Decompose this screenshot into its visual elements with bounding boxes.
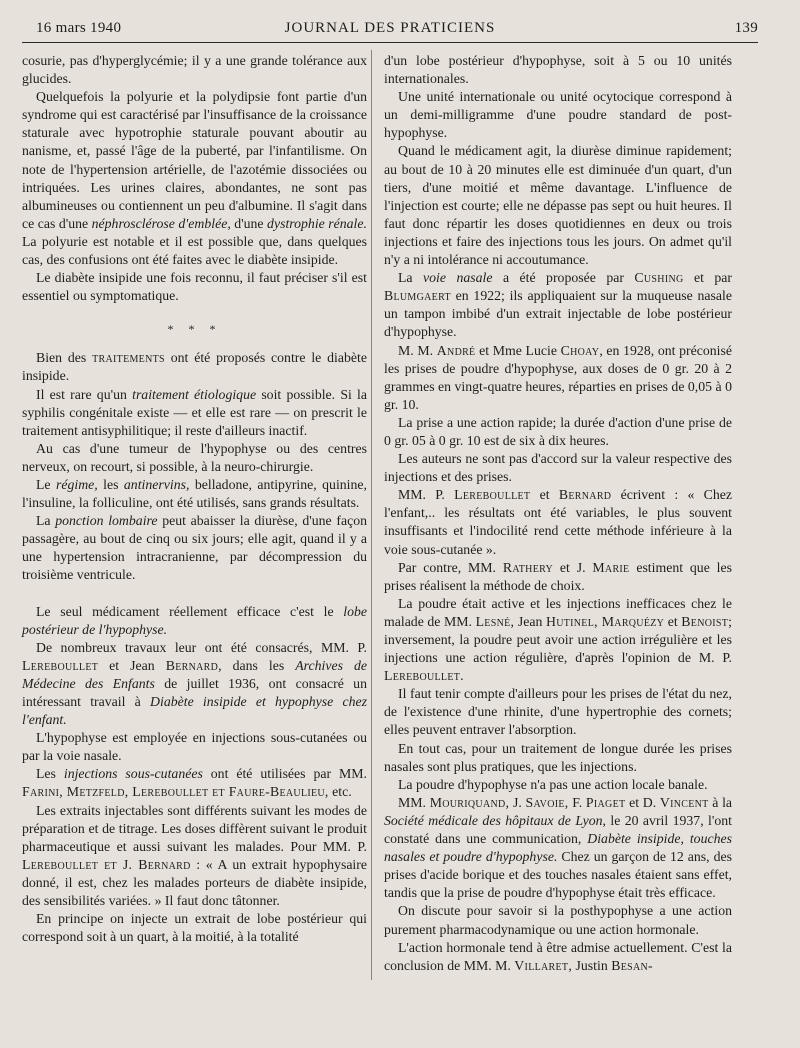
paragraph: En principe on injecte un extrait de lobe postérieur qui correspond soit à un quart, à la moitié, à la totalité — [22, 911, 367, 945]
paragraph: Au cas d'une tumeur de l'hypophyse ou des centres nerveux, on recourt, si possible, à la neuro-chirurgie. — [22, 440, 367, 474]
paragraph: cosurie, pas d'hyperglycémie; il y a une grande tolérance aux glucides. — [22, 53, 367, 87]
paragraph: Le seul médicament réellement efficace c'est le lobe postérieur de l'hypophyse. — [22, 603, 367, 637]
right-column — [384, 52, 732, 975]
paragraph: Par contre, MM. Rathery et J. Marie estiment que les prises réalisent la méthode de choix. — [384, 559, 732, 593]
paragraph: Bien des traitements ont été proposés contre le diabète insipide. — [22, 350, 367, 384]
paragraph: Une unité internationale ou unité ocytocique correspond à un demi-milligramme d'une poudre standard de post-hypophyse. — [384, 89, 732, 141]
paragraph: Le régime, les antinervins, belladone, antipyrine, quinine, l'insuline, la folliculine, ont été utilisés, sans grands résultats. — [22, 476, 367, 511]
paragraph: La poudre d'hypophyse n'a pas une action locale banale. — [398, 776, 708, 792]
header-date: 16 mars 1940 — [36, 20, 122, 36]
paragraph: La ponction lombaire peut abaisser la diurèse, d'une façon passagère, au bout de cinq ou six jours; elle agit, quand il y a une hypertension intracranienne, par décompression du troisième ventricule. — [22, 513, 367, 583]
paragraph: M. M. André et Mme Lucie Choay, en 1928, ont préconisé les prises de poudre d'hypophyse, aux doses de 0 gr. 20 à 2 grammes en vingt-quatre heures, réparties en prises de 0,05 à 0 gr. 10. — [384, 342, 732, 412]
paragraph: Les extraits injectables sont différents suivant les modes de préparation et de titrage. Les doses diffèrent suivant le produit pharmaceutique et aussi suivant les malades. Pour MM. P. Lereboullet et J. Bernard : « A un extrait hypophysaire donné, il est, chez les malades porteurs de diabète insipide, des sensibilités variées. » Il faut donc tâtonner. — [22, 802, 367, 909]
page-header — [22, 16, 758, 43]
journal-title: JOURNAL DES PRATICIENS — [284, 20, 496, 36]
paragraph: Quand le médicament agit, la diurèse diminue rapidement; au bout de 10 à 20 minutes elle est diminuée d'un quart, d'un tiers, d'une moitié et même davantage. L'influence de l'injection est courte; elle ne dépasse pas sept ou huit heures. Il faut donc répartir les doses quotidiennes en deux ou trois injections et faire des injections tous les jours. On admet qu'il n'y a ni intolérance ni accoutumance. — [384, 143, 732, 268]
paragraph: On discute pour savoir si la posthypophyse a une action purement pharmacodynamique ou une action hormonale. — [384, 903, 732, 937]
section-separator: * * * — [167, 322, 222, 337]
page-number: 139 — [734, 20, 758, 36]
column-divider — [371, 50, 372, 980]
paragraph: La prise a une action rapide; la durée d'action d'une prise de 0 gr. 05 à 0 gr. 10 est de six à dix heures. — [384, 414, 732, 448]
paragraph: Il est rare qu'un traitement étiologique soit possible. Si la syphilis congénitale existe — et elle est rare — on prescrit le traitement antisyphilitique; il reste d'ailleurs inactif. — [22, 386, 368, 438]
paragraph: Les injections sous-cutanées ont été utilisées par MM. Farini, Metzfeld, Lereboullet et Faure-Beaulieu, etc. — [22, 766, 368, 800]
paragraph: MM. P. Lereboullet et Bernard écrivent : « Chez l'enfant,.. les résultats ont été variables, le plus souvent insuffisants et l'indocilité rend cette méthode inférieure à la voie sous-cutanée ». — [384, 487, 732, 557]
paragraph: La voie nasale a été proposée par Cushing et par Blumgaert en 1922; ils appliquaient sur la muqueuse nasale un tampon imbibé d'un extrait injectable de lobe postérieur d'hypophyse. — [384, 270, 732, 340]
paragraph: Le diabète insipide une fois reconnu, il faut préciser s'il est essentiel ou symptomatique. — [22, 270, 367, 304]
paragraph: La poudre était active et les injections inefficaces chez le malade de MM. Lesné, Jean Hutinel, Marquézy et Benoist; inversement, la poudre peut avoir une action irrégulière et les injections une action régulière, d'après l'opinion de M. P. Lereboullet. — [384, 595, 732, 684]
paragraph: De nombreux travaux leur ont été consacrés, MM. P. Lereboullet et Jean Bernard, dans les Archives de Médecine des Enfants de juillet 1936, ont consacré un intéressant travail à Diabète insipide et hypophyse chez l'enfant. — [22, 639, 367, 728]
paragraph: L'action hormonale tend à être admise actuellement. C'est la conclusion de MM. M. Villaret, Justin Besan- — [384, 939, 732, 973]
paragraph: d'un lobe postérieur d'hypophyse, soit à 5 ou 10 unités internationales. — [384, 53, 732, 87]
paragraph: Les auteurs ne sont pas d'accord sur la valeur respective des injections et des prises. — [384, 451, 732, 485]
left-column — [22, 52, 367, 946]
paragraph: Quelquefois la polyurie et la polydipsie font partie d'un syndrome qui est caractérisé par l'insuffisance de la croissance staturale avec hypotrophie staturale pouvant aboutir au nanisme, et, passé l'âge de la puberté, par l'infantilisme. On note de l'hypertension artérielle, de l'azotémie dissociées ou intriquées. Les urines claires, abondantes, ne sont pas albumineuses ou contiennent un peu d'albumine. Il s'agit dans ce cas d'une néphrosclérose d'emblée, d'une dystrophie rénale. La polyurie est notable et il est possible que, dans quelques cas, des confusions ont été faites avec le diabète insipide. — [22, 89, 367, 268]
paragraph: MM. Mouriquand, J. Savoie, F. Piaget et D. Vincent à la Société médicale des hôpitaux de Lyon, le 20 avril 1937, l'ont constaté dans une communication, Diabète insipide, touches nasales et poudre d'hypophyse. Chez un garçon de 12 ans, des prises d'acide borique et des touches nasales étaient sans effet, tandis que la prise de poudre d'hypophyse était très efficace. — [384, 794, 733, 901]
paragraph: En tout cas, pour un traitement de longue durée les prises nasales sont plus pratiques, que les injections. — [384, 740, 732, 774]
paragraph: L'hypophyse est employée en injections sous-cutanées ou par la voie nasale. — [22, 730, 367, 764]
paragraph: Il faut tenir compte d'ailleurs pour les prises de l'état du nez, de l'existence d'une rhinite, d'une hypertrophie des cornets; elles peuvent entraver l'absorption. — [384, 686, 732, 738]
